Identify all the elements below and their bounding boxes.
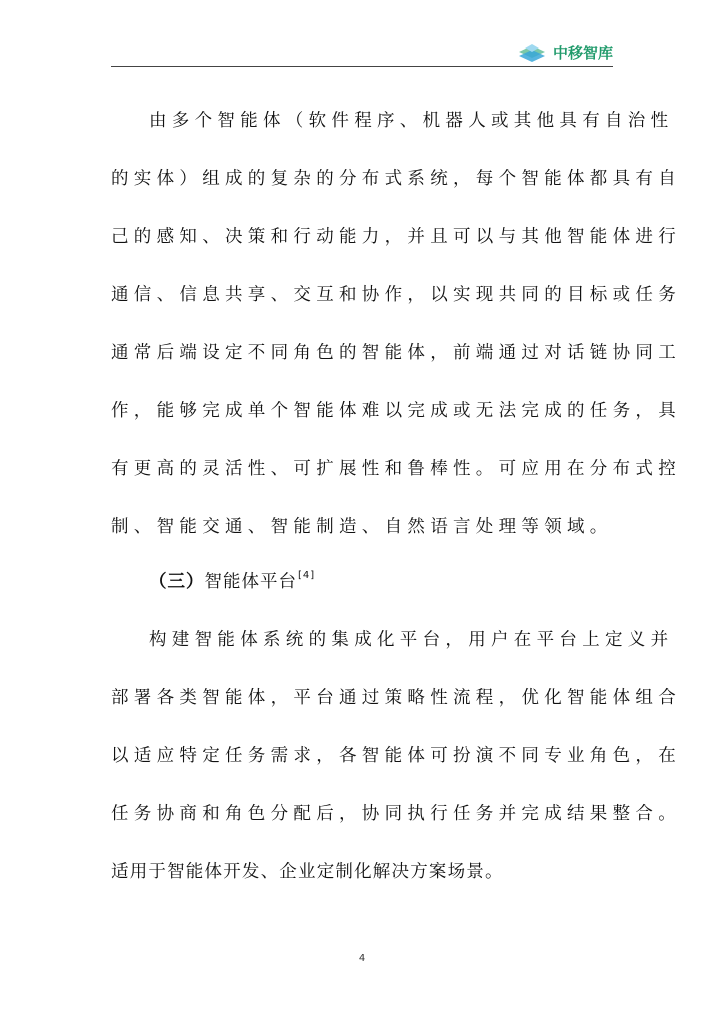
section-heading — [149, 568, 315, 593]
paragraph-1-line-5: 通常后端设定不同角色的智能体，前端通过对话链协同工 — [111, 343, 681, 363]
paragraph-1-line-1: 由多个智能体（软件程序、机器人或其他具有自治性 — [149, 111, 674, 131]
section-title: 智能体平台 — [204, 572, 297, 592]
paragraph-1-line-4: 通信、信息共享、交互和协作，以实现共同的目标或任务 — [111, 285, 681, 305]
paragraph-2-line-4: 任务协商和角色分配后，协同执行任务并完成结果整合。 — [111, 804, 681, 824]
reference-marker: [4] — [298, 570, 316, 581]
page-header — [111, 34, 613, 66]
paragraph-2-line-5: 适用于智能体开发、企业定制化解决方案场景。 — [111, 862, 504, 882]
section-number: （三） — [149, 572, 205, 592]
paragraph-1-line-7: 有更高的灵活性、可扩展性和鲁棒性。可应用在分布式控 — [111, 459, 681, 479]
paragraph-2-line-3: 以适应特定任务需求，各智能体可扮演不同专业角色，在 — [111, 746, 681, 766]
paragraph-2-line-2: 部署各类智能体，平台通过策略性流程，优化智能体组合 — [111, 688, 681, 708]
paragraph-1-line-6: 作，能够完成单个智能体难以完成或无法完成的任务，具 — [111, 401, 681, 421]
stacked-diamond-logo-icon — [515, 38, 549, 66]
paragraph-2-line-1: 构建智能体系统的集成化平台，用户在平台上定义并 — [149, 630, 674, 650]
brand-logo — [515, 38, 613, 66]
paragraph-1-line-2: 的实体）组成的复杂的分布式系统，每个智能体都具有自 — [111, 169, 681, 189]
logo-text: 中移智库 — [552, 43, 613, 62]
header-divider — [111, 66, 613, 67]
paragraph-1-line-3: 己的感知、决策和行动能力，并且可以与其他智能体进行 — [111, 227, 681, 247]
page-number: 4 — [358, 953, 366, 964]
paragraph-1-line-8: 制、智能交通、智能制造、自然语言处理等领域。 — [111, 517, 613, 537]
